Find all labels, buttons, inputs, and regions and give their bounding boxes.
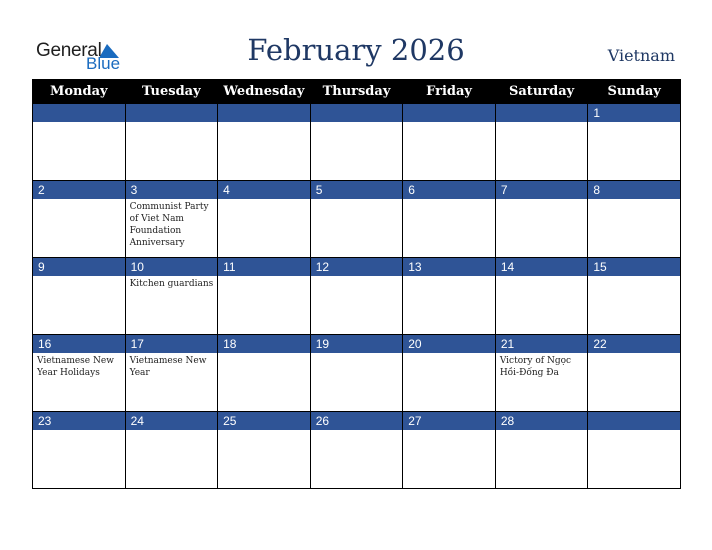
calendar-day-cell — [403, 181, 496, 258]
day-number: 23 — [33, 412, 125, 430]
calendar-day-cell — [125, 258, 218, 335]
calendar-day-cell — [403, 412, 496, 489]
day-number: 25 — [218, 412, 310, 430]
holiday-label — [33, 122, 125, 124]
holiday-label — [33, 276, 125, 278]
holiday-label — [218, 199, 310, 201]
calendar-day-cell — [125, 335, 218, 412]
calendar-day-cell — [588, 181, 681, 258]
day-number — [496, 104, 588, 122]
holiday-label — [218, 122, 310, 124]
country-label: Vietnam — [607, 46, 675, 65]
logo-text-blue: Blue — [86, 54, 121, 73]
holiday-label — [403, 199, 495, 201]
day-number: 21 — [496, 335, 588, 353]
calendar-day-cell — [33, 335, 126, 412]
calendar-grid — [32, 79, 681, 489]
calendar-day-cell — [588, 104, 681, 181]
logo-text-general: General — [36, 40, 102, 61]
calendar-week-row — [33, 258, 681, 335]
holiday-label — [33, 430, 125, 432]
weekday-header: Saturday — [495, 80, 588, 104]
day-number: 11 — [218, 258, 310, 276]
holiday-label — [126, 122, 218, 124]
calendar-day-cell — [310, 181, 403, 258]
calendar-day-cell — [218, 104, 311, 181]
day-number: 15 — [588, 258, 680, 276]
weekday-header: Sunday — [588, 80, 681, 104]
calendar-day-cell — [588, 412, 681, 489]
calendar-day-cell — [218, 412, 311, 489]
day-number: 20 — [403, 335, 495, 353]
calendar-day-cell — [33, 412, 126, 489]
holiday-label — [588, 122, 680, 124]
calendar-day-cell — [495, 335, 588, 412]
day-number: 1 — [588, 104, 680, 122]
day-number — [33, 104, 125, 122]
day-number: 8 — [588, 181, 680, 199]
day-number: 24 — [126, 412, 218, 430]
holiday-label — [218, 430, 310, 432]
weekday-header: Tuesday — [125, 80, 218, 104]
calendar-week-row — [33, 412, 681, 489]
calendar-day-cell — [33, 258, 126, 335]
calendar-day-cell — [218, 258, 311, 335]
holiday-label — [496, 276, 588, 278]
weekday-header: Monday — [33, 80, 126, 104]
calendar-day-cell — [33, 181, 126, 258]
calendar-week-row — [33, 181, 681, 258]
day-number: 22 — [588, 335, 680, 353]
day-number: 2 — [33, 181, 125, 199]
calendar-day-cell — [218, 335, 311, 412]
holiday-label — [218, 276, 310, 278]
calendar-day-cell — [310, 104, 403, 181]
calendar-day-cell — [218, 181, 311, 258]
day-number — [126, 104, 218, 122]
holiday-label: Kitchen guardians — [129, 279, 214, 289]
holiday-label — [311, 353, 403, 355]
holiday-label — [311, 276, 403, 278]
calendar-day-cell — [403, 104, 496, 181]
calendar-day-cell — [125, 181, 218, 258]
calendar-day-cell — [33, 104, 126, 181]
holiday-label — [588, 199, 680, 201]
holiday-label — [311, 122, 403, 124]
calendar-day-cell — [495, 412, 588, 489]
day-number — [218, 104, 310, 122]
calendar-day-cell — [403, 335, 496, 412]
calendar-day-cell — [495, 181, 588, 258]
day-number: 19 — [311, 335, 403, 353]
holiday-label — [588, 276, 680, 278]
weekday-header: Friday — [403, 80, 496, 104]
holiday-label — [588, 430, 680, 432]
day-number — [403, 104, 495, 122]
day-number: 9 — [33, 258, 125, 276]
day-number: 3 — [126, 181, 218, 199]
holiday-label — [588, 353, 680, 355]
calendar-day-cell — [403, 258, 496, 335]
calendar-day-cell — [588, 335, 681, 412]
day-number: 12 — [311, 258, 403, 276]
calendar-day-cell — [310, 335, 403, 412]
holiday-label — [33, 199, 125, 201]
day-number: 28 — [496, 412, 588, 430]
calendar-day-cell — [125, 412, 218, 489]
holiday-label — [218, 353, 310, 355]
weekday-header: Thursday — [310, 80, 403, 104]
calendar-week-row — [33, 104, 681, 181]
calendar-day-cell — [495, 104, 588, 181]
day-number: 10 — [126, 258, 218, 276]
holiday-label — [496, 199, 588, 201]
weekday-header-row — [33, 80, 681, 104]
holiday-label: Vietnamese New Year Holidays — [37, 356, 114, 378]
day-number — [588, 412, 680, 430]
day-number: 6 — [403, 181, 495, 199]
holiday-label — [403, 276, 495, 278]
calendar-day-cell — [310, 412, 403, 489]
holiday-label — [311, 430, 403, 432]
holiday-label — [126, 430, 218, 432]
holiday-label — [403, 122, 495, 124]
calendar-title: February 2026 — [247, 33, 465, 67]
holiday-label: Communist Party of Viet Nam Foundation Anniversary — [129, 202, 209, 248]
calendar-day-cell — [588, 258, 681, 335]
day-number: 4 — [218, 181, 310, 199]
calendar-week-row — [33, 335, 681, 412]
day-number: 14 — [496, 258, 588, 276]
holiday-label — [403, 353, 495, 355]
day-number: 26 — [311, 412, 403, 430]
holiday-label: Vietnamese New Year — [129, 356, 207, 378]
calendar-day-cell — [310, 258, 403, 335]
holiday-label — [496, 430, 588, 432]
weekday-header: Wednesday — [218, 80, 311, 104]
day-number: 27 — [403, 412, 495, 430]
calendar-day-cell — [125, 104, 218, 181]
holiday-label — [311, 199, 403, 201]
day-number — [311, 104, 403, 122]
day-number: 17 — [126, 335, 218, 353]
day-number: 7 — [496, 181, 588, 199]
day-number: 16 — [33, 335, 125, 353]
holiday-label — [496, 122, 588, 124]
day-number: 5 — [311, 181, 403, 199]
day-number: 18 — [218, 335, 310, 353]
day-number: 13 — [403, 258, 495, 276]
holiday-label — [403, 430, 495, 432]
calendar-day-cell — [495, 258, 588, 335]
holiday-label: Victory of Ngọc Hồi-Đống Đa — [499, 356, 572, 378]
